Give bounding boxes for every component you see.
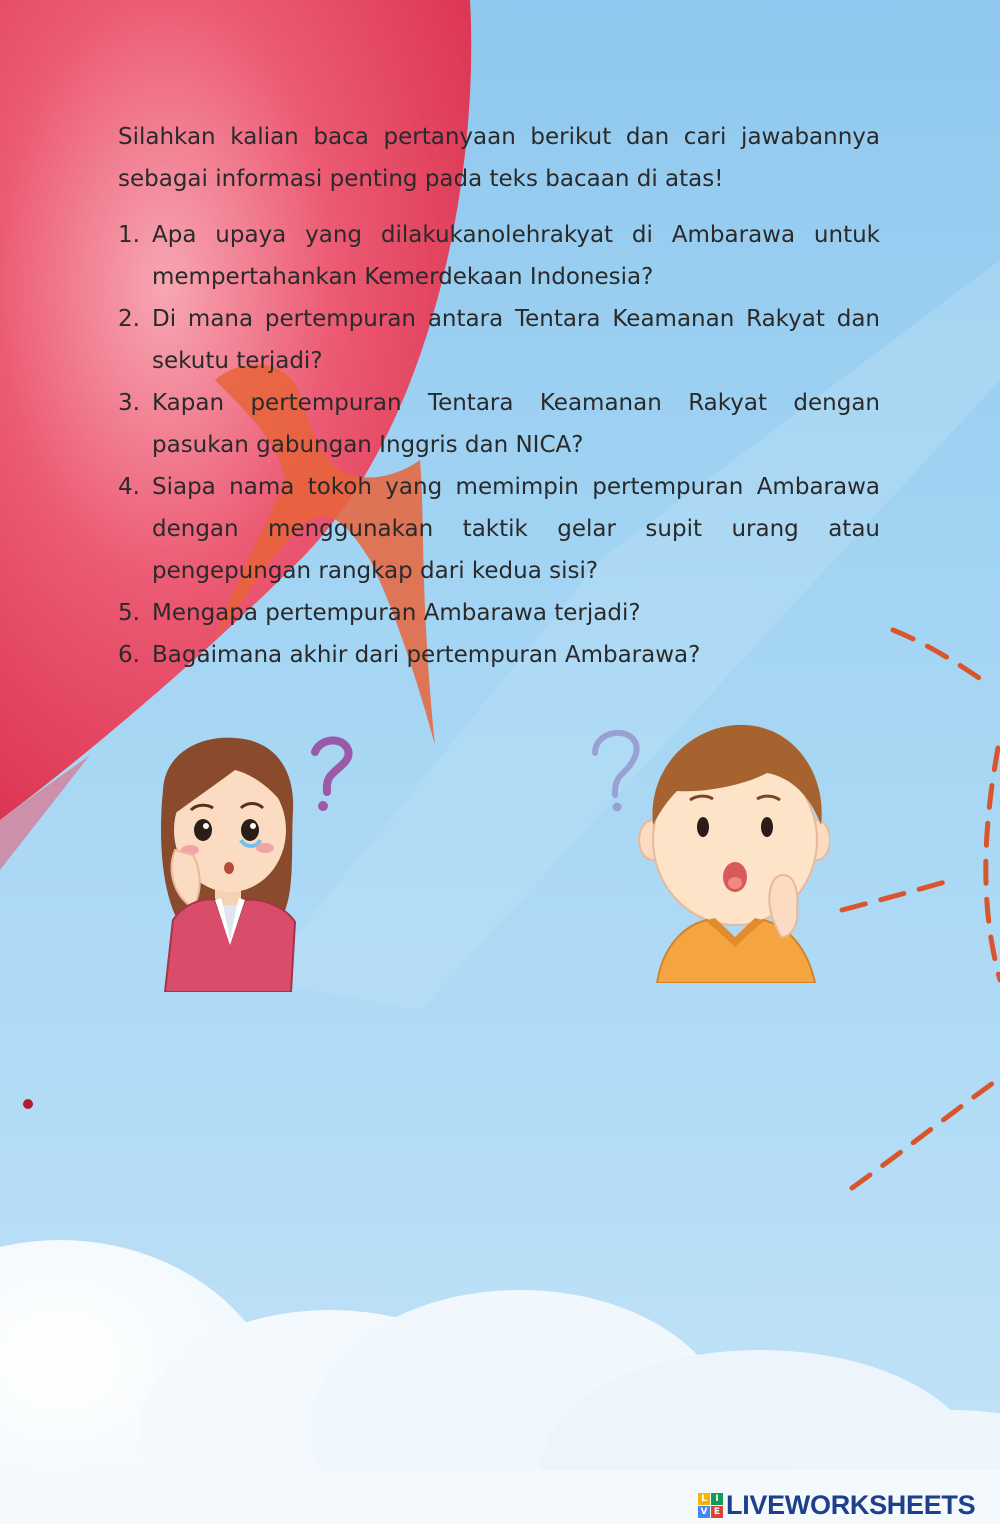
question-text: Apa upaya yang dilakukanolehrakyat di Ambarawa untuk mempertahankan Kemerdekaan Indonesia? [152,222,880,290]
question-number: 2. [118,306,140,332]
question-mark-icon [315,740,349,811]
question-number: 6. [118,642,140,668]
question-section [118,116,880,676]
question-text: Siapa nama tokoh yang memimpin pertempuran Ambarawa dengan menggunakan taktik gelar supit urang atau pengepungan rangkap dari kedua sisi? [152,474,880,584]
question-item [118,592,880,634]
thinking-girl-illustration [145,730,360,992]
logo-letter: L [698,1493,710,1505]
logo-letter: E [711,1506,723,1518]
question-number: 5. [118,600,140,626]
question-item [118,214,880,298]
logo-mark [698,1493,723,1518]
dashed-flight-path [842,630,1000,1188]
question-list [118,214,880,676]
question-text: Mengapa pertempuran Ambarawa terjadi? [152,600,641,626]
logo-letter: V [698,1506,710,1518]
question-number: 1. [118,222,140,248]
question-item [118,298,880,382]
question-text: Bagaimana akhir dari pertempuran Ambarawa? [152,642,701,668]
question-item [118,466,880,592]
question-item [118,382,880,466]
intro-text: Silahkan kalian baca pertanyaan berikut dan cari jawabannya sebagai informasi penting pada teks bacaan di atas! [118,124,880,192]
question-mark-icon [595,733,637,812]
logo-letter: I [711,1493,723,1505]
thinking-boy-illustration [585,715,830,983]
clouds [0,1240,1000,1524]
question-item [118,634,880,676]
question-text: Kapan pertempuran Tentara Keamanan Rakyat dengan pasukan gabungan Inggris dan NICA? [152,390,880,458]
red-dot [23,1099,33,1109]
question-text: Di mana pertempuran antara Tentara Keamanan Rakyat dan sekutu terjadi? [152,306,880,374]
liveworksheets-logo [698,1488,975,1522]
logo-text: LIVEWORKSHEETS [726,1489,976,1520]
question-number: 3. [118,390,140,416]
question-number: 4. [118,474,140,500]
